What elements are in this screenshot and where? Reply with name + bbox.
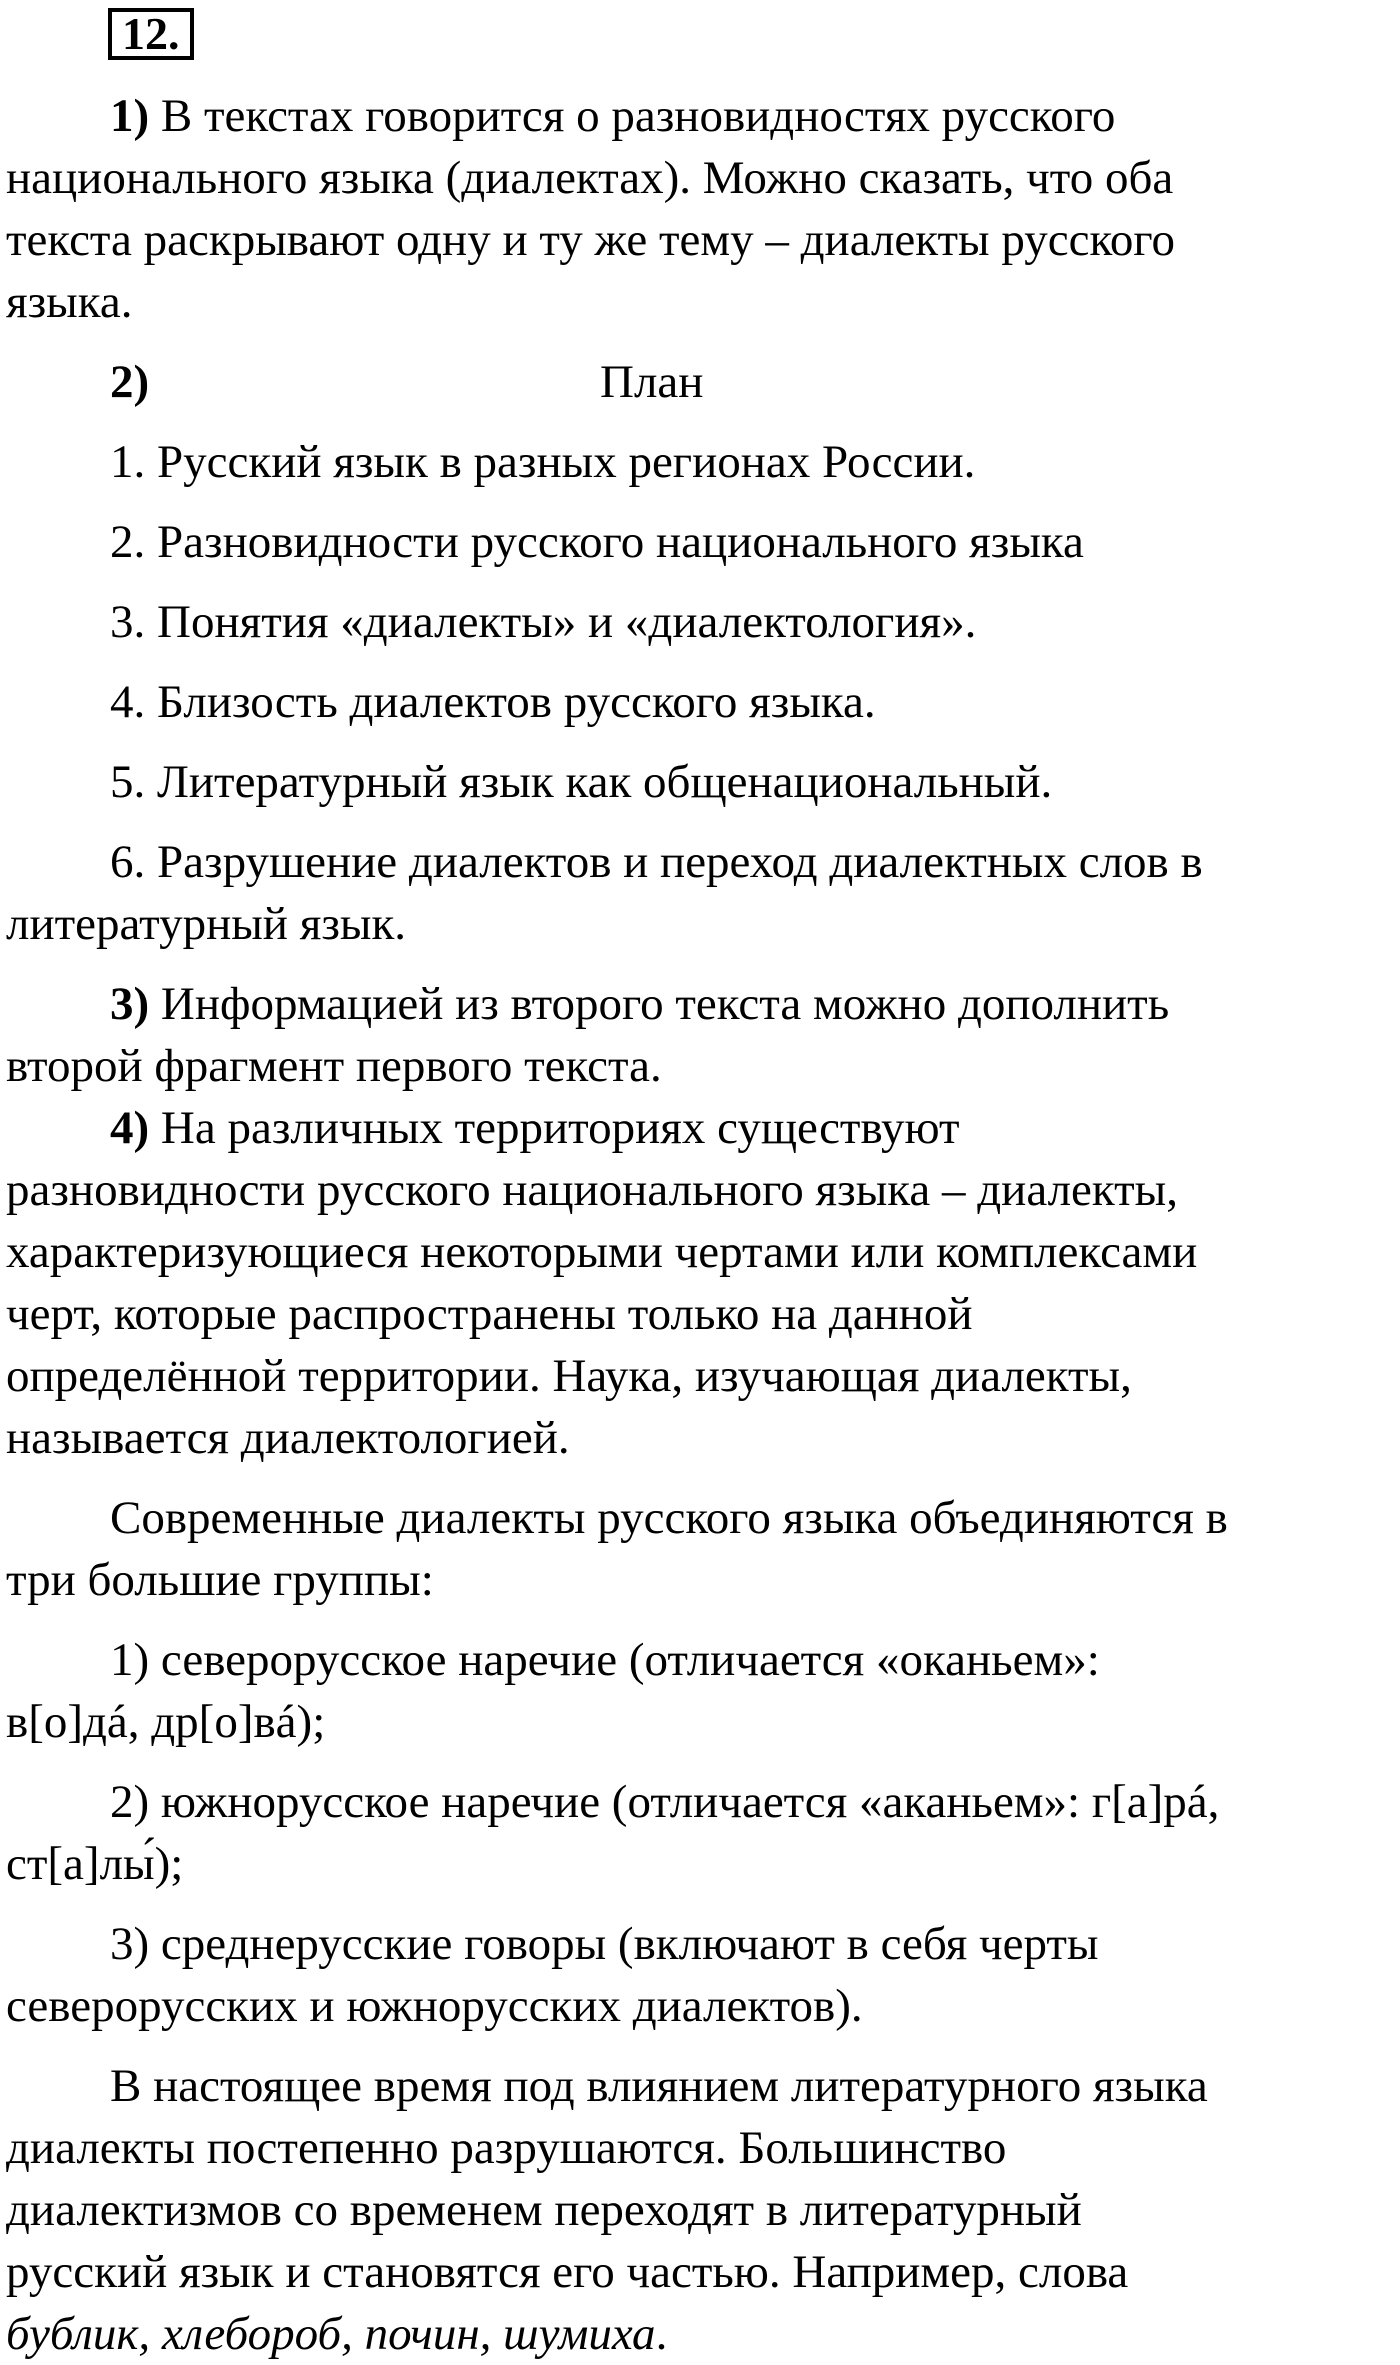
plan-item-1: 1. Русский язык в разных регионах России.: [110, 436, 976, 488]
group-1-line-2: в[о]дá, др[о]вá);: [6, 1696, 326, 1748]
group-1-line-1: 1) северорусское наречие (отличается «оканьем»:: [110, 1634, 1100, 1686]
paragraph-6-line-5: [6, 2303, 667, 2365]
item-number-2: 2): [110, 356, 150, 408]
item-number-4: 4): [110, 1102, 150, 1154]
paragraph-4-line-3: характеризующиеся некоторыми чертами или комплексами: [6, 1226, 1198, 1278]
paragraph-4-line-2: разновидности русского национального языка – диалекты,: [6, 1164, 1178, 1216]
group-3-line-1: 3) среднерусские говоры (включают в себя черты: [110, 1918, 1099, 1970]
paragraph-6-line-2: диалекты постепенно разрушаются. Большинство: [6, 2122, 1007, 2174]
paragraph-4-line-5: определённой территории. Наука, изучающая диалекты,: [6, 1350, 1132, 1402]
line-text: Информацией из второго текста можно дополнить: [149, 978, 1170, 1030]
plan-item-3: 3. Понятия «диалекты» и «диалектология».: [110, 596, 977, 648]
example-words: бублик, хлебороб, почин, шумиха: [6, 2308, 656, 2360]
paragraph-4-line-4: черт, которые распространены только на данной: [6, 1288, 973, 1340]
paragraph-6-line-3: диалектизмов со временем переходят в литературный: [6, 2184, 1082, 2236]
line-text: .: [655, 2308, 668, 2360]
paragraph-3-line-2: второй фрагмент первого текста.: [6, 1040, 662, 1092]
paragraph-6-line-4: русский язык и становятся его частью. Например, слова: [6, 2246, 1129, 2298]
line-text: В текстах говорится о разновидностях русского: [149, 90, 1116, 142]
paragraph-5-line-1: Современные диалекты русского языка объединяются в: [110, 1492, 1228, 1544]
paragraph-1-line-4: языка.: [6, 276, 133, 328]
paragraph-1-line-2: национального языка (диалектах). Можно сказать, что оба: [6, 152, 1174, 204]
line-text: На различных территориях существуют: [149, 1102, 960, 1154]
group-2-line-2: ст[а]лы́);: [6, 1838, 184, 1890]
group-3-line-2: северорусских и южнорусских диалектов).: [6, 1980, 863, 2032]
paragraph-6-line-1: В настоящее время под влиянием литературного языка: [110, 2060, 1208, 2112]
item-number-3: 3): [110, 978, 150, 1030]
plan-item-6-line-1: 6. Разрушение диалектов и переход диалектных слов в: [110, 836, 1203, 888]
paragraph-5-line-2: три большие группы:: [6, 1554, 434, 1606]
paragraph-4-line-6: называется диалектологией.: [6, 1412, 570, 1464]
paragraph-1-line-3: текста раскрывают одну и ту же тему – диалекты русского: [6, 214, 1176, 266]
plan-item-4: 4. Близость диалектов русского языка.: [110, 676, 876, 728]
plan-item-5: 5. Литературный язык как общенациональный.: [110, 756, 1053, 808]
paragraph-1-line-1: [110, 85, 1115, 147]
paragraph-4-line-1: [110, 1097, 960, 1159]
plan-item-2: 2. Разновидности русского национального языка: [110, 516, 1084, 568]
task-number-box: 12.: [108, 8, 194, 60]
plan-title: План: [600, 356, 704, 408]
item-number-1: 1): [110, 90, 150, 142]
plan-item-6-line-2: литературный язык.: [6, 898, 407, 950]
paragraph-3-line-1: [110, 973, 1169, 1035]
group-2-line-1: 2) южнорусское наречие (отличается «аканьем»: г[а]рá,: [110, 1776, 1220, 1828]
